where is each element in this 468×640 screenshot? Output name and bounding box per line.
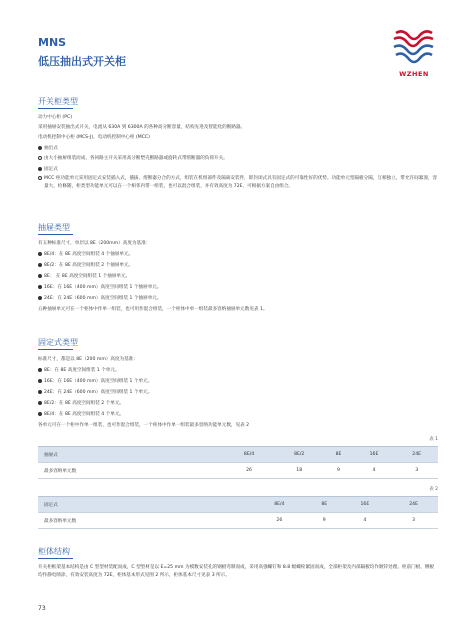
paragraph: 标准尺寸，都是以 8E（200 mm）高度为基准： bbox=[38, 357, 138, 362]
table-caption: 表 1 bbox=[429, 437, 438, 442]
bullet-dot-icon bbox=[38, 296, 42, 300]
bullet-item: 8E： 在 8E 高度空间组装 1 个抽屉单元。 bbox=[38, 273, 130, 279]
section-title-cabinet-type: 开关柜类型 bbox=[38, 97, 78, 106]
table-cell: 16E bbox=[353, 447, 396, 463]
paragraph: 电动机控制中心柜 (MCS-J)，电动机控制中心柜 (MCC) bbox=[38, 135, 150, 140]
section-title-drawer-type: 抽屉类型 bbox=[38, 223, 70, 232]
table-cell: 8E/2 bbox=[274, 447, 324, 463]
table-cell: 最多容纳单元数 bbox=[38, 463, 224, 479]
bullet-item: 8E：在 8E 高度空间组装 1 个单元。 bbox=[38, 367, 120, 373]
paragraph: 采用抽屉安装抽出式开关，电流从 630A 到 6300A 的各种高分断容量，结构先进及智能化的断路器。 bbox=[38, 125, 246, 130]
paragraph: 有五种标准尺寸，单层以 8E（200mm）高度为基准： bbox=[38, 241, 151, 246]
wzhen-logo-icon bbox=[388, 25, 438, 71]
page-subtitle: 低压抽出式开关柜 bbox=[38, 55, 126, 68]
table-cell: 8E/4 bbox=[224, 447, 274, 463]
bullet-dot-icon bbox=[38, 412, 42, 416]
fixed-capacity-table bbox=[38, 496, 438, 529]
bullet-ring-icon bbox=[38, 176, 42, 180]
table-cell: 9 bbox=[308, 513, 340, 529]
drawer-capacity-table bbox=[38, 446, 438, 479]
bullet-dot-icon bbox=[38, 379, 42, 383]
paragraph: 开关柜框架基本结构是由 C 型型材装配而成，C 型型材是以 E=25 mm 为模数安装孔的钢板弯制而成，采用高强螺钉和 8.8 级螺栓紧固而成，全部柜架及内部隔板均作镀锌处理。柜前门板、侧板均作静电喷涂，有效安装高度为 72E，柜体基本形式见图 2 所示，柜体基本尺寸见表 3 所示。 bbox=[38, 565, 435, 578]
table-caption: 表 2 bbox=[429, 487, 438, 492]
table-cell: 8E bbox=[308, 497, 340, 513]
table-cell: 8E/4 bbox=[251, 497, 308, 513]
table-cell: 26 bbox=[224, 463, 274, 479]
paragraph: 五种抽屉单元可在一个柜体中作单一组装，也可用作混合组装，一个柜体中单一组装最多容纳抽屉单元数见表 1。 bbox=[38, 307, 268, 312]
bullet-ring-icon bbox=[38, 156, 42, 160]
bullet-dot-icon bbox=[38, 263, 42, 267]
bullet-item: 抽出式 bbox=[38, 145, 58, 151]
table-cell: 4 bbox=[340, 513, 389, 529]
section-underline bbox=[38, 108, 73, 109]
table-cell: 3 bbox=[389, 513, 438, 529]
table-cell: 18 bbox=[274, 463, 324, 479]
table-cell: 24E bbox=[395, 447, 438, 463]
table-row bbox=[38, 513, 438, 529]
bullet-item: 16E：在 16E（400 mm）高度空间组装 1 个抽屉单元。 bbox=[38, 284, 161, 290]
logo-text: WZHEN bbox=[399, 70, 429, 78]
table-cell: 最多容纳单元数 bbox=[38, 513, 251, 529]
bullet-dot-icon bbox=[38, 252, 42, 256]
page-number: 73 bbox=[38, 605, 46, 612]
page-title: MNS bbox=[38, 36, 67, 49]
bullet-item: 16E：在 16E（400 mm）高度空间组装 1 个单元。 bbox=[38, 378, 152, 384]
table-cell: 3 bbox=[395, 463, 438, 479]
paragraph: 动力中心柜 (PC) bbox=[38, 115, 72, 120]
bullet-item: 由大小抽屉组装而成，各回路主开关采用高分断塑壳断路器或旋转式带熔断器的负荷开关。 bbox=[38, 155, 228, 161]
bullet-item: 8E/4：在 8E 高度空间组装 4 个抽屉单元。 bbox=[38, 251, 133, 257]
bullet-item: 8E/4：在 8E 高度空间组装 4 个单元。 bbox=[38, 411, 124, 417]
bullet-dot-icon bbox=[38, 390, 42, 394]
bullet-item: 24E：在 24E（600 mm）高度空间组装 1 个单元。 bbox=[38, 389, 152, 395]
bullet-item: 8E/2：在 8E 高度空间组装 2 个单元。 bbox=[38, 400, 124, 406]
table-cell: 抽屉式 bbox=[38, 447, 224, 463]
table-header-row bbox=[38, 497, 438, 513]
bullet-dot-icon bbox=[38, 274, 42, 278]
bullet-dot-icon bbox=[38, 285, 42, 289]
table-cell: 9 bbox=[324, 463, 352, 479]
bullet-item-long: MCC 柜功能单元采用固定式安装插入式，插拔、熔断器分合的方式，组装在机组部件及隔离安装件，即封闭式具有固定式的可靠性好的优势。功能单元型隔板分隔，互相独立，带允许间紧凑，容量大，检修随，柜类型功能单元可以在一个相邻内带一组装，也可以混合组装，并有效高度为 72E，可根据方案自由组合。 bbox=[38, 175, 438, 191]
section-underline bbox=[38, 558, 73, 559]
table-cell: 16E bbox=[340, 497, 389, 513]
table-cell: 26 bbox=[251, 513, 308, 529]
bullet-dot-icon bbox=[38, 401, 42, 405]
table-cell: 固定式 bbox=[38, 497, 251, 513]
section-underline bbox=[38, 234, 73, 235]
table-header-row bbox=[38, 447, 438, 463]
bullet-dot-icon bbox=[38, 167, 42, 171]
section-underline bbox=[38, 349, 73, 350]
section-title-structure: 柜体结构 bbox=[38, 547, 70, 556]
section-title-fixed-type: 固定式类型 bbox=[38, 338, 78, 347]
bullet-dot-icon bbox=[38, 368, 42, 372]
paragraph: 各单元可在一个柜中作单一组装，也可作混合组装，一个柜体中作单一组装最多容纳功能单元数，见表 2 bbox=[38, 423, 250, 428]
bullet-item: 24E：在 24E（600 mm）高度空间组装 1 个抽屉单元。 bbox=[38, 295, 161, 301]
table-cell: 8E bbox=[324, 447, 352, 463]
bullet-item: 固定式 bbox=[38, 166, 58, 172]
bullet-dot-icon bbox=[38, 146, 42, 150]
table-cell: 4 bbox=[353, 463, 396, 479]
table-cell: 24E bbox=[389, 497, 438, 513]
table-row bbox=[38, 463, 438, 479]
bullet-item: 8E/2：在 8E 高度空间组装 2 个抽屉单元。 bbox=[38, 262, 133, 268]
